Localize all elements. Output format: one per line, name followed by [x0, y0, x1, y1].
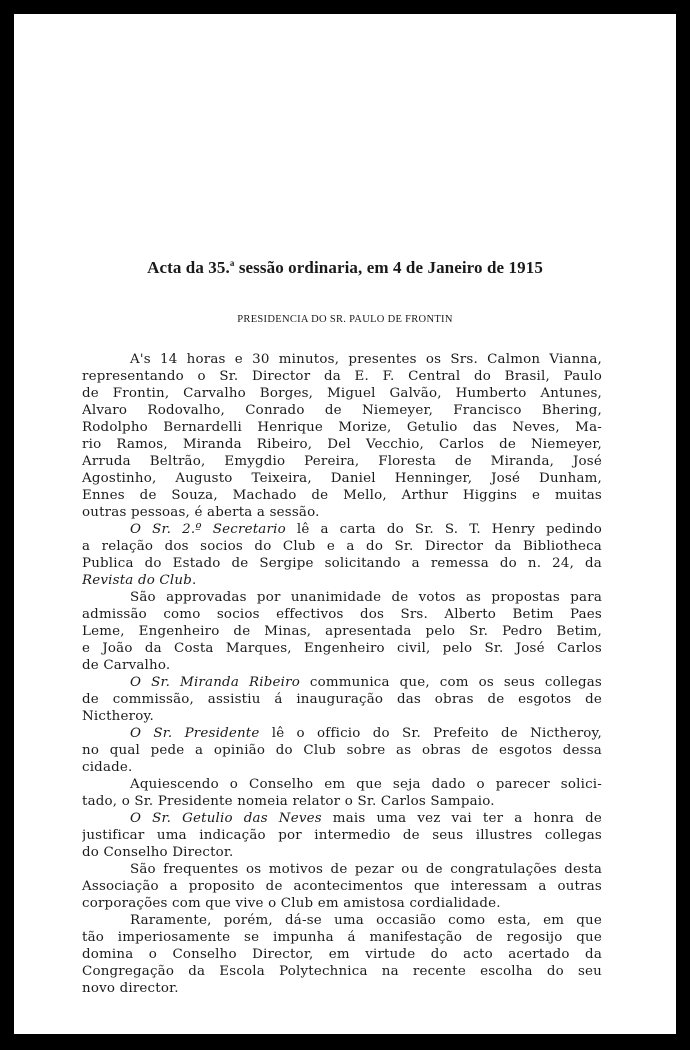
line-text: communica que, com os seus collegas: [299, 675, 602, 690]
line-text: lê a carta do Sr. S. T. Henry pedindo: [285, 522, 602, 537]
text-line: [82, 912, 602, 929]
line-text: domina o Conselho Director, em virtude do acto acertado da: [82, 947, 602, 962]
text-line: [82, 674, 602, 691]
line-text: a relação dos socios do Club e a do Sr. Director da Bibliotheca: [82, 539, 602, 554]
line-text: Agostinho, Augusto Teixeira, Daniel Henninger, José Dunham,: [82, 471, 602, 486]
text-line: [82, 980, 602, 997]
speaker-name: Revista do Club: [82, 573, 192, 588]
line-text: representando o Sr. Director da E. F. Central do Brasil, Paulo: [82, 369, 602, 384]
line-text: corporações com que vive o Club em amistosa cordialidade.: [82, 896, 501, 911]
text-line: [82, 419, 602, 436]
text-line: [82, 861, 602, 878]
line-text: de Carvalho.: [82, 658, 171, 673]
document-body: [82, 351, 602, 997]
text-line: [82, 436, 602, 453]
line-text: São frequentes os motivos de pezar ou de congratulações desta: [130, 862, 602, 877]
text-line: [82, 691, 602, 708]
text-line: [82, 453, 602, 470]
text-line: [82, 963, 602, 980]
document-title: [14, 258, 676, 278]
text-line: [82, 878, 602, 895]
line-text: Nictheroy.: [82, 709, 154, 724]
line-text: e João da Costa Marques, Engenheiro civil, pelo Sr. José Carlos: [82, 641, 602, 656]
line-text: Publica do Estado de Sergipe solicitando a remessa do n. 24, da: [82, 556, 602, 571]
line-text: de commissão, assistiu á inauguração das obras de esgotos de: [82, 692, 602, 707]
speaker-name: O Sr. 2.º Secretario: [130, 522, 286, 537]
title-superscript: a: [229, 258, 235, 268]
speaker-name: O Sr. Miranda Ribeiro: [130, 675, 300, 690]
line-text: admissão como socios effectivos dos Srs. Alberto Betim Paes: [82, 607, 602, 622]
line-text: Rodolpho Bernardelli Henrique Morize, Getulio das Neves, Ma-: [82, 420, 602, 435]
text-line: [82, 946, 602, 963]
text-line: [82, 895, 602, 912]
document-page: [14, 14, 676, 1034]
text-line: [82, 487, 602, 504]
line-text: rio Ramos, Miranda Ribeiro, Del Vecchio, Carlos de Niemeyer,: [82, 437, 602, 452]
line-text: Alvaro Rodovalho, Conrado de Niemeyer, Francisco Bhering,: [82, 403, 602, 418]
text-line: [82, 623, 602, 640]
text-line: [82, 793, 602, 810]
line-text: no qual pede a opinião do Club sobre as obras de esgotos dessa: [82, 743, 602, 758]
text-line: [82, 827, 602, 844]
text-line: [82, 521, 602, 538]
line-text: mais uma vez vai ter a honra de: [321, 811, 602, 826]
line-text: justificar uma indicação por intermedio de seus illustres collegas: [82, 828, 602, 843]
line-text: de Frontin, Carvalho Borges, Miguel Galvão, Humberto Antunes,: [82, 386, 602, 401]
line-text: Arruda Beltrão, Emygdio Pereira, Floresta de Miranda, José: [82, 454, 602, 469]
text-line: [82, 385, 602, 402]
line-text: tão imperiosamente se impunha á manifestação de regosijo que: [82, 930, 602, 945]
line-text: A's 14 horas e 30 minutos, presentes os Srs. Calmon Vianna,: [130, 352, 602, 367]
line-text: Leme, Engenheiro de Minas, apresentada pelo Sr. Pedro Betim,: [82, 624, 602, 639]
text-line: [82, 470, 602, 487]
text-line: [82, 725, 602, 742]
text-line: [82, 776, 602, 793]
speaker-name: O Sr. Presidente: [130, 726, 260, 741]
text-line: [82, 810, 602, 827]
line-text: cidade.: [82, 760, 133, 775]
text-line: [82, 742, 602, 759]
line-text: tado, o Sr. Presidente nomeia relator o Sr. Carlos Sampaio.: [82, 794, 495, 809]
line-text: outras pessoas, é aberta a sessão.: [82, 505, 320, 520]
text-line: [82, 368, 602, 385]
text-line: [82, 538, 602, 555]
line-text: .: [191, 573, 197, 588]
line-text: São approvadas por unanimidade de votos as propostas para: [130, 590, 602, 605]
text-line: [82, 657, 602, 674]
text-line: [82, 708, 602, 725]
line-text: Ennes de Souza, Machado de Mello, Arthur Higgins e muitas: [82, 488, 602, 503]
text-line: [82, 351, 602, 368]
text-line: [82, 844, 602, 861]
text-line: [82, 402, 602, 419]
title-suffix: sessão ordinaria, em 4 de Janeiro de 1915: [234, 258, 543, 277]
line-text: Congregação da Escola Polytechnica na recente escolha do seu: [82, 964, 602, 979]
text-line: [82, 606, 602, 623]
text-line: [82, 759, 602, 776]
text-line: [82, 589, 602, 606]
line-text: lê o officio do Sr. Prefeito de Nictheroy,: [259, 726, 602, 741]
text-line: [82, 504, 602, 521]
line-text: Aquiescendo o Conselho em que seja dado o parecer solici-: [130, 777, 602, 792]
text-line: [82, 555, 602, 572]
text-line: [82, 572, 602, 589]
document-subtitle: PRESIDENCIA DO SR. PAULO DE FRONTIN: [237, 314, 453, 325]
title-prefix: Acta da 35.: [147, 258, 230, 277]
speaker-name: O Sr. Getulio das Neves: [130, 811, 322, 826]
line-text: Raramente, porém, dá-se uma occasião como esta, em que: [130, 913, 602, 928]
line-text: novo director.: [82, 981, 179, 996]
line-text: Associação a proposito de acontecimentos que interessam a outras: [82, 879, 602, 894]
line-text: do Conselho Director.: [82, 845, 234, 860]
text-line: [82, 640, 602, 657]
text-line: [82, 929, 602, 946]
